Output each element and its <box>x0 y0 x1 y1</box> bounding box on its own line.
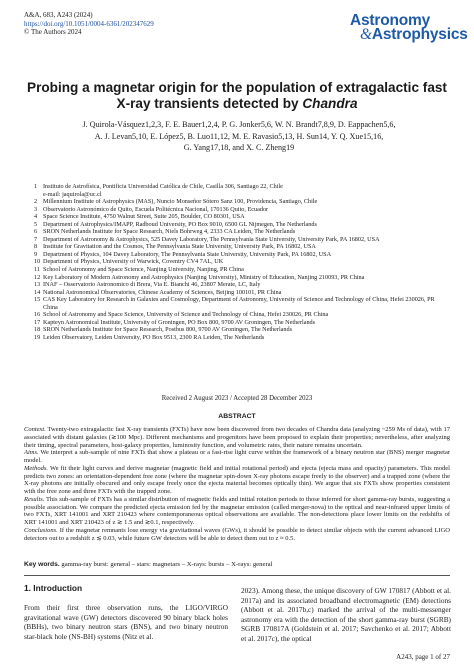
affiliation-item <box>34 251 450 259</box>
affiliation-number: 9 <box>34 250 38 258</box>
abstract-lead: Conclusions. <box>24 526 58 534</box>
divider <box>24 575 450 576</box>
affiliation-list <box>34 183 450 341</box>
affiliation-text: Institute for Gravitation and the Cosmos, The Pennsylvania State University, University Park, PA 16802, USA <box>43 243 316 251</box>
journal-info <box>24 11 154 37</box>
affiliation-text: INAF – Osservatorio Astronomico di Brera, Via E. Bianchi 46, 23807 Merate, LC, Italy <box>43 281 261 289</box>
affiliation-item <box>34 206 450 214</box>
abstract-lead: Context. <box>24 426 46 433</box>
affiliation-number: 3 <box>34 205 38 213</box>
affiliation-number: 18 <box>34 326 41 334</box>
abstract-paragraph <box>24 449 450 465</box>
affiliation-text: Department of Physics, University of Warwick, Coventry CV4 7AL, UK <box>43 258 224 266</box>
affiliation-number: 13 <box>34 281 41 289</box>
abstract-lead: Methods. <box>24 464 49 472</box>
affiliation-text: Instituto de Astrofísica, Pontificia Universidad Católica de Chile, Casilla 306, Santiago 22, Chile <box>43 183 283 190</box>
affiliation-item <box>34 228 450 236</box>
affiliation-item <box>34 183 450 191</box>
affiliation-item <box>34 266 450 274</box>
affiliation-item <box>34 198 450 206</box>
affiliation-text: School of Astronomy and Space Science, University of Science and Technology of China, Hefei 230026, PR China <box>43 311 329 319</box>
intro-left-column: From their first three observation runs, the LIGO/VIRGO gravitational wave (GW) detectors discovered 90 binary black holes (BBHs), two binary neutron stars (BNS), and two binary neutron star-black hole (NS-BH) systems (Nitz et al. <box>24 603 228 641</box>
abstract-paragraph <box>24 426 450 449</box>
affiliation-item <box>34 311 450 319</box>
intro-right-column: 2023). Among these, the unique discovery of GW 170817 (Abbott et al. 2017a) and its associated broadband electromagnetic (EM) detections (Abbott et al. 2017b,c) marked the arrival of the multi-messenger astronomy era with the detection of the short gamma-ray burst (SGRB) SGRB 170817A (Goldstein et al. 2017; Savchenko et al. 2017; Abbott et al. 2017c), the optical <box>241 586 451 643</box>
affiliation-number: 7 <box>34 235 38 243</box>
affiliation-text: School of Astronomy and Space Science, Nanjing University, Nanjing, PR China <box>43 266 244 274</box>
affiliation-number: 17 <box>34 318 41 326</box>
affiliation-number: 6 <box>34 228 38 236</box>
affiliation-item <box>34 319 450 327</box>
affiliation-item <box>34 243 450 251</box>
affiliation-number: 14 <box>34 288 41 296</box>
affiliation-item <box>34 334 450 342</box>
affiliation-number <box>34 191 43 199</box>
section-heading: 1. Introduction <box>24 583 83 593</box>
affiliation-item <box>34 191 450 199</box>
journal-logo <box>350 12 468 43</box>
affiliation-item <box>34 213 450 221</box>
journal-citation: A&A, 683, A243 (2024) <box>24 11 93 19</box>
authors-line2: A. J. Levan5,10, E. López5, B. Luo11,12, M. E. Ravasio5,13, H. Sun14, Y. Q. Xue15,16, <box>94 131 384 141</box>
logo-line1: Astronomy <box>350 12 431 29</box>
affiliation-text: Space Science Institute, 4750 Walnut Street, Suite 205, Boulder, CO 80301, USA <box>43 213 245 221</box>
doi-link[interactable]: https://doi.org/10.1051/0004-6361/202347629 <box>24 19 154 28</box>
affiliation-item <box>34 281 450 289</box>
abstract-paragraph <box>24 496 450 527</box>
received-dates: Received 2 August 2023 / Accepted 28 December 2023 <box>161 395 313 402</box>
abstract-text: This sub-sample of FXTs has a similar distribution of magnetic fields and initial rotation periods to those inferred for short gamma-ray bursts, suggesting a possible association. We compare the predicted ejecta emission fed by the magnetar emission (called merger-nova) to the optical and near-infrared upper limits of two FXTs, XRT 141001 and XRT 210423 where contemporaneous optical observations are available. The non-detections place lower limits on the redshifts of XRT 141001 and XRT 210423 of z ≳ 1.5 and ≳0.1, respectively. <box>24 495 450 526</box>
keywords <box>24 561 450 568</box>
logo-ampersand: & <box>360 26 372 43</box>
affiliation-item <box>34 296 450 311</box>
abstract-paragraph <box>24 465 450 496</box>
affiliation-item <box>34 221 450 229</box>
abstract-text: If the magnetar remnants lose energy via gravitational waves (GWs), it should be possible to detect similar objects with the current advanced LIGO detectors out to a redshift z ≲ 0.03, while future GW detectors will be able to detect them out to z ≈ 0.5. <box>24 526 450 542</box>
authors-line1: J. Quirola-Vásquez1,2,3, F. E. Bauer1,2,4, P. G. Jonker5,6, W. N. Brandt7,8,9, D. Eappachen5,6, <box>82 120 396 129</box>
abstract-text: Twenty-two extragalactic fast X-ray transients (FXTs) have now been discovered from two decades of Chandra data (analyzing ~259 Ms of data), with 17 associated with distant galaxies (≳100 Mpc). Different mechanisms and progenitors have been proposed to explain their properties; nevertheless, after analyzing their timing, spectral parameters, host-galaxy properties, luminosity function, and volumetric rates, their nature remains uncertain. <box>24 426 450 449</box>
affiliation-number: 16 <box>34 311 41 319</box>
affiliation-number: 19 <box>34 333 41 341</box>
affiliation-text: Department of Astrophysics/IMAPP, Radboud University, PO Box 9010, 6500 GL Nijmegen, The Netherlands <box>43 220 317 228</box>
affiliation-text: Department of Astronomy & Astrophysics, 525 Davey Laboratory, The Pennsylvania State University, University Park, PA 16802, USA <box>43 235 380 243</box>
affiliation-item <box>34 236 450 244</box>
abstract-paragraph <box>24 527 450 543</box>
affiliation-item <box>34 289 450 297</box>
page-number: A243, page 1 of 27 <box>396 653 450 661</box>
affiliation-text: SRON Netherlands Institute for Space Research, Postbus 800, 9700 AV Groningen, The Netherlands <box>43 326 293 334</box>
affiliation-number: 15 <box>34 296 41 304</box>
affiliation-number: 10 <box>34 258 41 266</box>
affiliation-text: Leiden Observatory, Leiden University, PO Box 9513, 2300 RA Leiden, The Netherlands <box>43 333 265 341</box>
affiliation-text: Millennium Institute of Astrophysics (MAS), Nuncio Monseñor Sótero Sanz 100, Providencia, Santiago, Chile <box>43 198 318 206</box>
affiliation-item <box>34 326 450 334</box>
affiliation-number: 5 <box>34 220 38 228</box>
affiliation-number: 12 <box>34 273 41 281</box>
keywords-text: gamma-ray burst: general – stars: magnetars – X-rays: bursts – X-rays: general <box>61 561 273 568</box>
title-line1: Probing a magnetar origin for the population of extragalactic fast <box>27 80 447 95</box>
affiliation-text: e-mail: jaquirola@uc.cl <box>43 190 102 198</box>
affiliation-text: Kapteyn Astronomical Institute, University of Groningen, PO Box 800, 9700 AV Groningen, The Netherlands <box>43 318 316 326</box>
logo-line2: Astrophysics <box>371 26 468 43</box>
copyright-notice: © The Authors 2024 <box>24 28 82 37</box>
author-list <box>40 119 438 154</box>
affiliation-number: 11 <box>34 266 40 274</box>
affiliation-text: National Astronomical Observatories, Chinese Academy of Sciences, Beijing 100101, PR China <box>43 288 282 296</box>
affiliation-text: SRON Netherlands Institute for Space Research, Niels Bohrweg 4, 2333 CA Leiden, The Netherlands <box>43 228 296 236</box>
abstract-lead: Results. <box>24 495 45 503</box>
paper-title <box>20 80 454 112</box>
abstract-text: We fit their light curves and derive magnetar (magnetic field and initial rotational period) and ejecta (ejecta mass and opacity) parameters. This model predicts two zones: an orientation-dependent free zone (where the magnetar spin-down X-ray photons escape freely to the observer) and a trapped zone (where the X-ray photons are initially obscured and only escape freely once the ejecta material becomes optically thin). We argue that six FXTs show properties consistent with the free zone and three FXTs with the trapped zone. <box>24 464 450 495</box>
affiliation-item <box>34 274 450 282</box>
title-line2-prefix: X-ray transients detected by <box>116 96 303 111</box>
abstract-heading: ABSTRACT <box>218 413 256 420</box>
authors-line3: G. Yang17,18, and X. C. Zheng19 <box>183 143 295 152</box>
title-line2-italic: Chandra <box>302 96 358 111</box>
affiliation-item <box>34 258 450 266</box>
affiliation-number: 2 <box>34 198 38 206</box>
affiliation-number: 1 <box>34 183 38 190</box>
affiliation-number: 4 <box>34 213 38 221</box>
affiliation-text: Department of Physics, 104 Davey Laboratory, The Pennsylvania State University, University Park, PA 16802, USA <box>43 250 332 258</box>
affiliation-text: Key Laboratory of Modern Astronomy and Astrophysics (Nanjing University), Ministry of Education, Nanjing 210093, PR China <box>43 273 365 281</box>
abstract-text: We interpret a sub-sample of nine FXTs that show a plateau or a fast-rise light curve within the framework of a binary neutron star (BNS) merger magnetar model. <box>24 449 450 464</box>
affiliation-text: Observatorio Astronómico de Quito, Escuela Politécnica Nacional, 170136 Quito, Ecuador <box>43 205 269 213</box>
abstract-body <box>24 426 450 542</box>
keywords-label: Key words. <box>24 561 60 568</box>
affiliation-number: 8 <box>34 243 38 251</box>
affiliation-text: CAS Key Laboratory for Research in Galaxies and Cosmology, Department of Astronomy, University of Science and Technology of China, Hefei 230026, PR China <box>43 296 435 311</box>
abstract-lead: Aims. <box>24 449 39 457</box>
